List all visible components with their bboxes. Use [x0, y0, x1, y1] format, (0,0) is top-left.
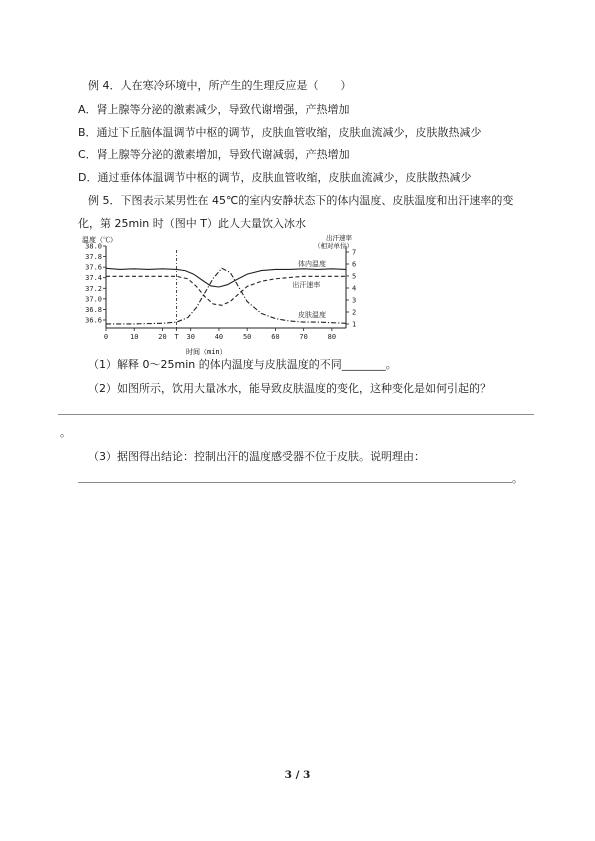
q5-stem-line2: 化，第 25min 时（图中 T）此人大量饮入冰水 [78, 217, 306, 230]
page-number: 3 / 3 [284, 769, 311, 781]
chart-left-tick-label: 37.6 [85, 263, 102, 272]
chart-left-tick-label: 37.4 [85, 274, 102, 283]
chart-right-tick-label: 3 [352, 296, 357, 305]
chart-label-skin-temp: 皮肤温度 [298, 310, 326, 319]
chart-right-tick-label: 5 [352, 272, 357, 281]
chart-x-tick-label: 60 [271, 333, 280, 341]
answer-2-end-mark: 。 [60, 426, 71, 439]
chart-left-tick-label: 37.0 [85, 295, 102, 304]
q4-option-b: B．通过下丘脑体温调节中枢的调节，皮肤血管收缩，皮肤血流减少，皮肤散热减少 [78, 126, 482, 139]
chart-left-axis-label: 温度（℃） [82, 236, 117, 244]
chart-right-tick-label: 6 [352, 260, 357, 269]
chart-x-tick-label: 50 [242, 333, 252, 341]
chart-left-tick-label: 38.0 [85, 242, 102, 251]
chart-x-tick-label: 20 [158, 333, 167, 341]
q5-subquestion-3: （3）据图得出结论：控制出汗的温度感受器不位于皮肤。说明理由： [88, 450, 425, 463]
q4-option-c: C．肾上腺等分泌的激素增加，导致代谢减弱，产热增加 [78, 148, 350, 161]
chart-label-sweat-rate: 出汗速率 [292, 280, 321, 289]
q5-subquestion-1: （1）解释 0～25min 的体内温度与皮肤温度的不同________。 [88, 358, 397, 371]
chart-right-axis-label-1: 出汗速率 [326, 234, 352, 242]
chart-x-tick-label: 70 [299, 333, 308, 341]
chart-axes [85, 243, 356, 342]
q4-option-d: D．通过垂体体温调节中枢的调节，皮肤血管收缩，皮肤血流减少，皮肤散热减少 [78, 171, 472, 184]
chart-left-tick-label: 37.2 [85, 284, 102, 293]
chart-left-tick-label: 37.8 [85, 253, 102, 262]
chart-left-tick-label: 36.6 [85, 316, 102, 325]
q4-stem: 例 4．人在寒冷环境中，所产生的生理反应是（ ） [88, 79, 352, 92]
answer-line-3 [78, 482, 512, 483]
chart-right-axis-label-2: （相对单位） [314, 242, 353, 250]
chart-x-tick-label: 0 [103, 333, 109, 341]
chart-right-tick-label: 2 [352, 308, 357, 317]
temperature-sweat-chart [78, 232, 368, 356]
chart-x-tick-label: T [174, 333, 179, 341]
chart-x-tick-label: 40 [214, 333, 224, 341]
q4-option-a: A．肾上腺等分泌的激素减少，导致代谢增强，产热增加 [78, 103, 350, 116]
q5-stem-line1: 例 5．下图表示某男性在 45℃的室内安静状态下的体内温度、皮肤温度和出汗速率的变 [88, 194, 514, 207]
chart-x-axis-label: 时间（min） [186, 348, 227, 356]
chart-right-tick-label: 7 [352, 248, 357, 257]
chart-right-tick-label: 4 [352, 284, 357, 293]
q5-subquestion-2: （2）如图所示，饮用大量冰水，能导致皮肤温度的变化，这种变化是如何引起的？ [88, 382, 491, 395]
answer-line-2 [58, 414, 534, 415]
chart-series [106, 259, 346, 324]
chart-x-tick-label: 80 [327, 333, 337, 341]
answer-3-end-mark: 。 [512, 472, 523, 485]
chart-left-tick-label: 36.8 [85, 305, 102, 314]
chart-x-tick-label: 10 [130, 333, 139, 341]
chart-x-tick-label: 30 [186, 333, 195, 341]
chart-right-tick-label: 1 [352, 320, 357, 329]
chart-label-core-temp: 体内温度 [298, 260, 326, 269]
